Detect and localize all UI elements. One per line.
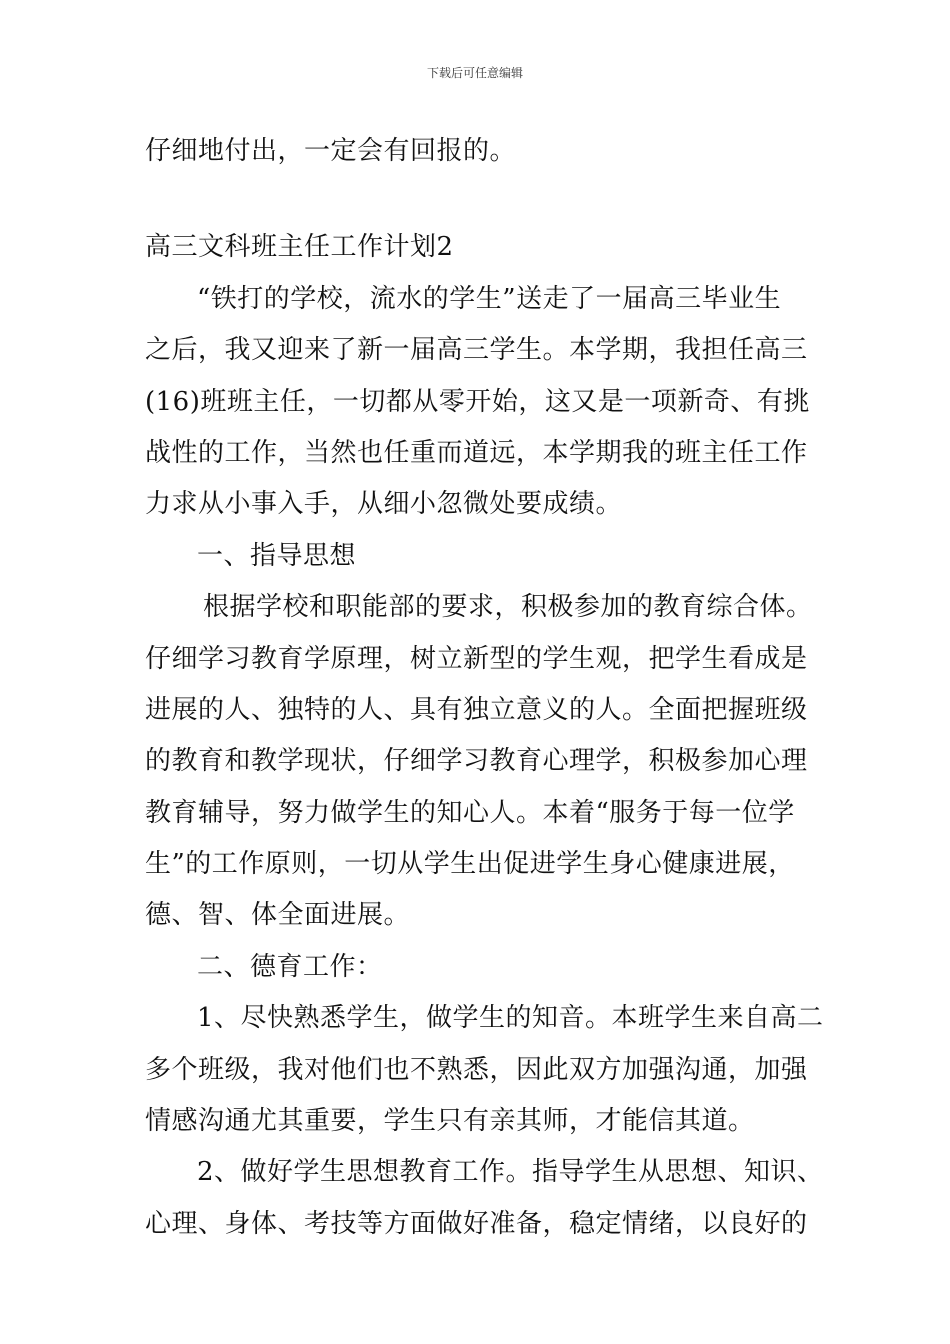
- paragraph-line: 之后，我又迎来了新一届高三学生。本学期，我担任高三: [145, 335, 808, 366]
- paragraph-line: (16)班班主任，一切都从零开始，这又是一项新奇、有挑: [145, 386, 810, 417]
- paragraph-line: 多个班级，我对他们也不熟悉，因此双方加强沟通，加强: [145, 1054, 808, 1085]
- paragraph-line: 德、智、体全面进展。: [145, 900, 411, 931]
- paragraph-line: “铁打的学校，流水的学生”送走了一届高三毕业生: [197, 283, 782, 314]
- section-title: 高三文科班主任工作计划2: [145, 232, 454, 263]
- paragraph-line: 教育辅导，努力做学生的知心人。本着“服务于每一位学: [145, 797, 795, 828]
- paragraph-line: 力求从小事入手，从细小忽微处要成绩。: [145, 489, 623, 520]
- spacer: [145, 177, 810, 222]
- paragraph-line: 2、做好学生思想教育工作。指导学生从思想、知识、: [197, 1157, 824, 1188]
- heading-moral-education: 二、德育工作：: [197, 951, 383, 982]
- document-body: [145, 126, 824, 1250]
- paragraph-line: 根据学校和职能部的要求，积极参加的教育综合体。: [203, 592, 813, 623]
- paragraph-line: 心理、身体、考技等方面做好准备，稳定情绪，以良好的: [145, 1208, 808, 1239]
- paragraph-line: 生”的工作原则，一切从学生出促进学生身心健康进展，: [145, 849, 795, 880]
- heading-guiding-ideas: 一、指导思想: [197, 540, 357, 571]
- paragraph-line: 仔细学习教育学原理，树立新型的学生观，把学生看成是: [145, 643, 808, 674]
- page-header-note: 下载后可任意编辑: [426, 66, 523, 80]
- paragraph-line: 情感沟通尤其重要，学生只有亲其师，才能信其道。: [145, 1106, 755, 1137]
- paragraph-line: 的教育和教学现状，仔细学习教育心理学，积极参加心理: [145, 746, 808, 777]
- paragraph-line: 进展的人、独特的人、具有独立意义的人。全面把握班级: [145, 694, 808, 725]
- paragraph-line: 战性的工作，当然也任重而道远，本学期我的班主任工作: [145, 437, 808, 468]
- paragraph-line: 1、尽快熟悉学生，做学生的知音。本班学生来自高二: [197, 1003, 824, 1034]
- intro-line: 仔细地付出，一定会有回报的。: [145, 136, 517, 166]
